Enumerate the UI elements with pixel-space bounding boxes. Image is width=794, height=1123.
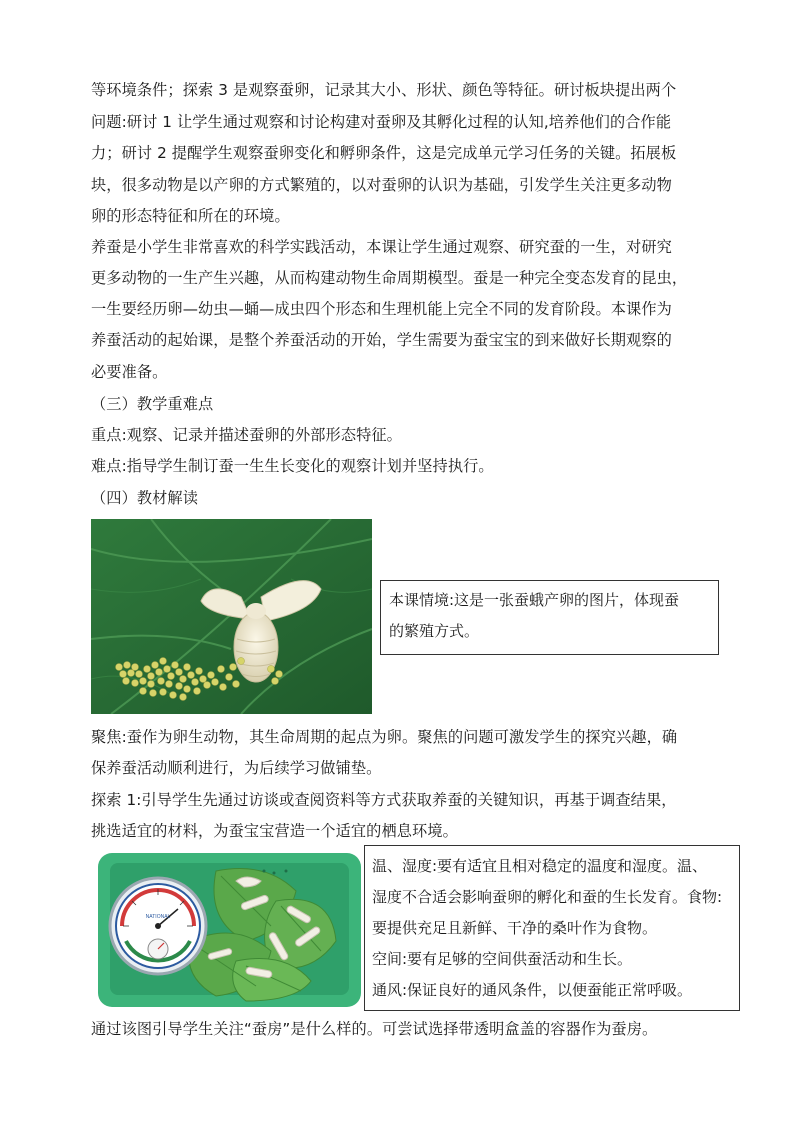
silkmoth-laying-eggs-photo	[91, 519, 372, 714]
difficult-point: 难点:指导学生制订蚕一生生长变化的观察计划并坚持执行。	[91, 457, 494, 475]
section4-heading: （四）教材解读	[91, 489, 199, 507]
paragraph1-line: 力；研讨 2 提醒学生观察蚕卵变化和孵卵条件，这是完成单元学习任务的关键。拓展板	[91, 144, 677, 162]
paragraph2-line: 必要准备。	[91, 363, 168, 381]
paragraph2-line: 一生要经历卵—幼虫—蛹—成虫四个形态和生理机能上完全不同的发育阶段。本课作为	[91, 300, 672, 318]
paragraph1-line: 问题:研讨 1 让学生通过观察和讨论构建对蚕卵及其孵化过程的认知,培养他们的合作能	[91, 113, 672, 131]
explore1-line: 探索 1:引导学生先通过访谈或查阅资料等方式获取养蚕的关键知识，再基于调查结果，	[91, 791, 677, 809]
figure1-caption-box	[380, 580, 719, 655]
paragraph1-line: 块，很多动物是以产卵的方式繁殖的，以对蚕卵的认识为基础，引发学生关注更多动物	[91, 176, 672, 194]
focus-line: 保养蚕活动顺利进行，为后续学习做铺垫。	[91, 759, 382, 777]
figure1-caption-line: 的繁殖方式。	[389, 622, 480, 640]
figure2-caption-line: 空间:要有足够的空间供蚕活动和生长。	[372, 950, 633, 968]
figure2-caption-line: 通风:保证良好的通风条件，以便蚕能正常呼吸。	[372, 981, 693, 999]
section3-heading: （三）教学重难点	[91, 395, 214, 413]
paragraph1-line: 等环境条件；探索 3 是观察蚕卵，记录其大小、形状、颜色等特征。研讨板块提出两个	[91, 81, 677, 99]
silkworm-box-photo	[96, 851, 363, 1009]
paragraph1-line: 卵的形态特征和所在的环境。	[91, 207, 290, 225]
paragraph2-line: 更多动物的一生产生兴趣，从而构建动物生命周期模型。蚕是一种完全变态发育的昆虫，	[91, 269, 688, 287]
figure2-caption-line: 要提供充足且新鲜、干净的桑叶作为食物。	[372, 919, 658, 937]
figure2-caption-box	[364, 845, 740, 1011]
figure2-caption-line: 湿度不合适会影响蚕卵的孵化和蚕的生长发育。食物:	[372, 888, 723, 906]
explore1-line: 挑选适宜的材料，为蚕宝宝营造一个适宜的栖息环境。	[91, 822, 458, 840]
figure1-caption-line: 本课情境:这是一张蚕蛾产卵的图片，体现蚕	[389, 591, 680, 609]
closing-line: 通过该图引导学生关注“蚕房”是什么样的。可尝试选择带透明盒盖的容器作为蚕房。	[91, 1020, 658, 1038]
key-point: 重点:观察、记录并描述蚕卵的外部形态特征。	[91, 426, 402, 444]
figure2-caption-line: 温、湿度:要有适宜且相对稳定的温度和湿度。温、	[372, 857, 708, 875]
paragraph2-line: 养蚕是小学生非常喜欢的科学实践活动，本课让学生通过观察、研究蚕的一生，对研究	[91, 238, 672, 256]
paragraph2-line: 养蚕活动的起始课，是整个养蚕活动的开始，学生需要为蚕宝宝的到来做好长期观察的	[91, 331, 672, 349]
hygrometer-brand: NATIONAL	[145, 914, 171, 920]
focus-line: 聚焦:蚕作为卵生动物，其生命周期的起点为卵。聚焦的问题可激发学生的探究兴趣，确	[91, 728, 678, 746]
